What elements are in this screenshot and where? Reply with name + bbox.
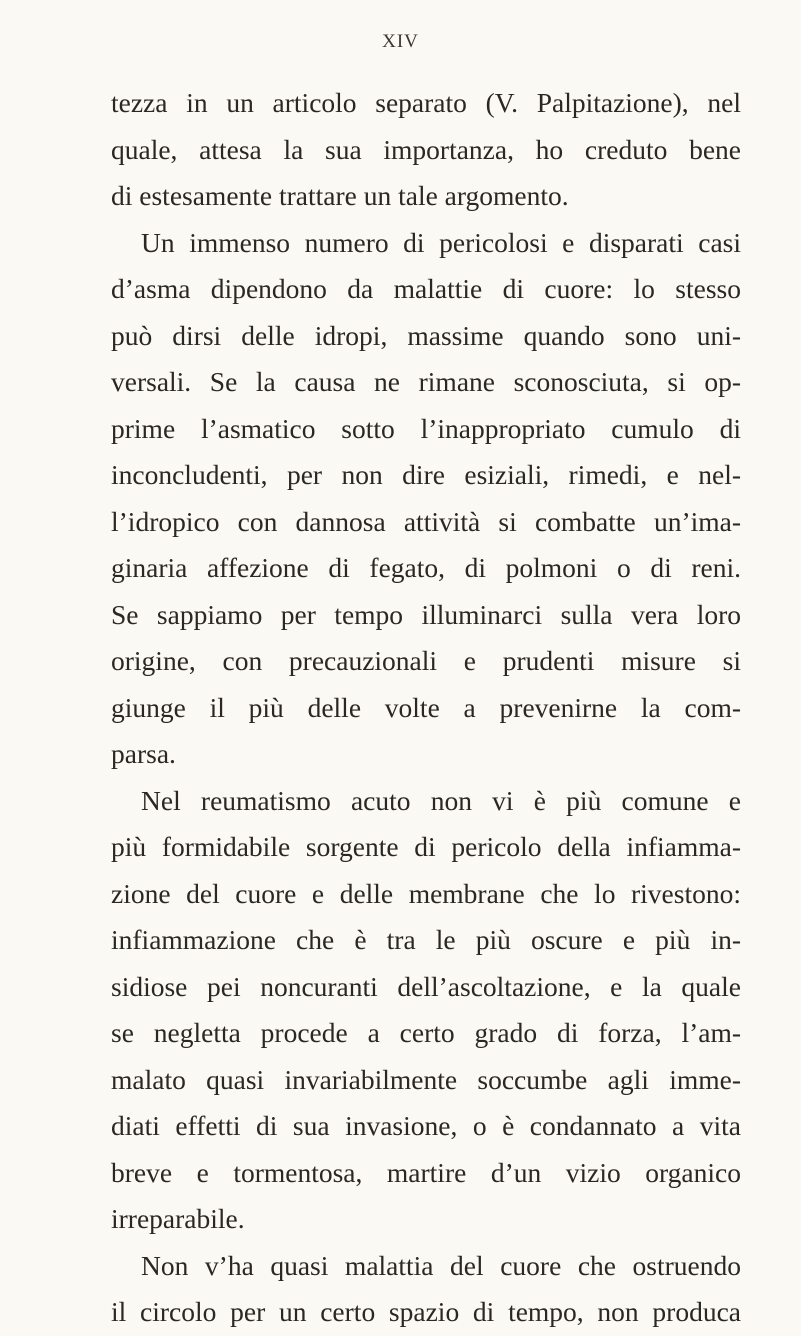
text-line: malato quasi invariabilmente soccumbe agli imme- (111, 1063, 741, 1095)
text-line: l’idropico con dannosa attività si combatte un’ima- (111, 505, 741, 537)
text-line: può dirsi delle idropi, massime quando sono uni- (111, 319, 741, 351)
text-line: Nel reumatismo acuto non vi è più comune e (141, 784, 741, 816)
text-line: versali. Se la causa ne rimane sconosciuta, si op- (111, 366, 741, 397)
text-line: ginaria affezione di fegato, di polmoni o di reni. (111, 552, 741, 583)
text-line: inconcludenti, per non dire esiziali, rimedi, e nel- (111, 459, 741, 490)
text-line: giunge il più delle volte a prevenirne la com- (111, 691, 741, 723)
text-line: di estesamente trattare un tale argomento. (111, 180, 569, 211)
text-line: zione del cuore e delle membrane che lo rivestono: (111, 877, 741, 909)
text-line: tezza in un articolo separato (V. Palpitazione), nel (111, 87, 741, 118)
body-text (111, 80, 741, 1336)
text-line: se negletta procede a certo grado di forza, l’am- (111, 1017, 741, 1048)
text-line: irreparabile. (111, 1203, 245, 1234)
text-line: Non v’ha quasi malattia del cuore che ostruendo (141, 1249, 741, 1281)
text-line: parsa. (111, 738, 176, 769)
text-line: breve e tormentosa, martire d’un vizio organico (111, 1156, 741, 1188)
text-line: infiammazione che è tra le più oscure e più in- (111, 924, 741, 955)
text-line: il circolo per un certo spazio di tempo, non produca (111, 1296, 741, 1327)
text-line: Un immenso numero di pericolosi e disparati casi (141, 226, 741, 258)
text-line: quale, attesa la sua importanza, ho creduto bene (111, 133, 741, 165)
page-number: XIV (382, 31, 419, 52)
text-line: più formidabile sorgente di pericolo della infiamma- (111, 831, 741, 862)
text-line: origine, con precauzionali e prudenti misure si (111, 645, 741, 676)
text-line: diati effetti di sua invasione, o è condannato a vita (111, 1110, 741, 1141)
text-line: Se sappiamo per tempo illuminarci sulla vera loro (111, 598, 741, 630)
text-line: d’asma dipendono da malattie di cuore: lo stesso (111, 273, 741, 304)
text-line: prime l’asmatico sotto l’inappropriato cumulo di (111, 412, 741, 444)
text-line: sidiose pei noncuranti dell’ascoltazione, e la quale (111, 970, 741, 1002)
